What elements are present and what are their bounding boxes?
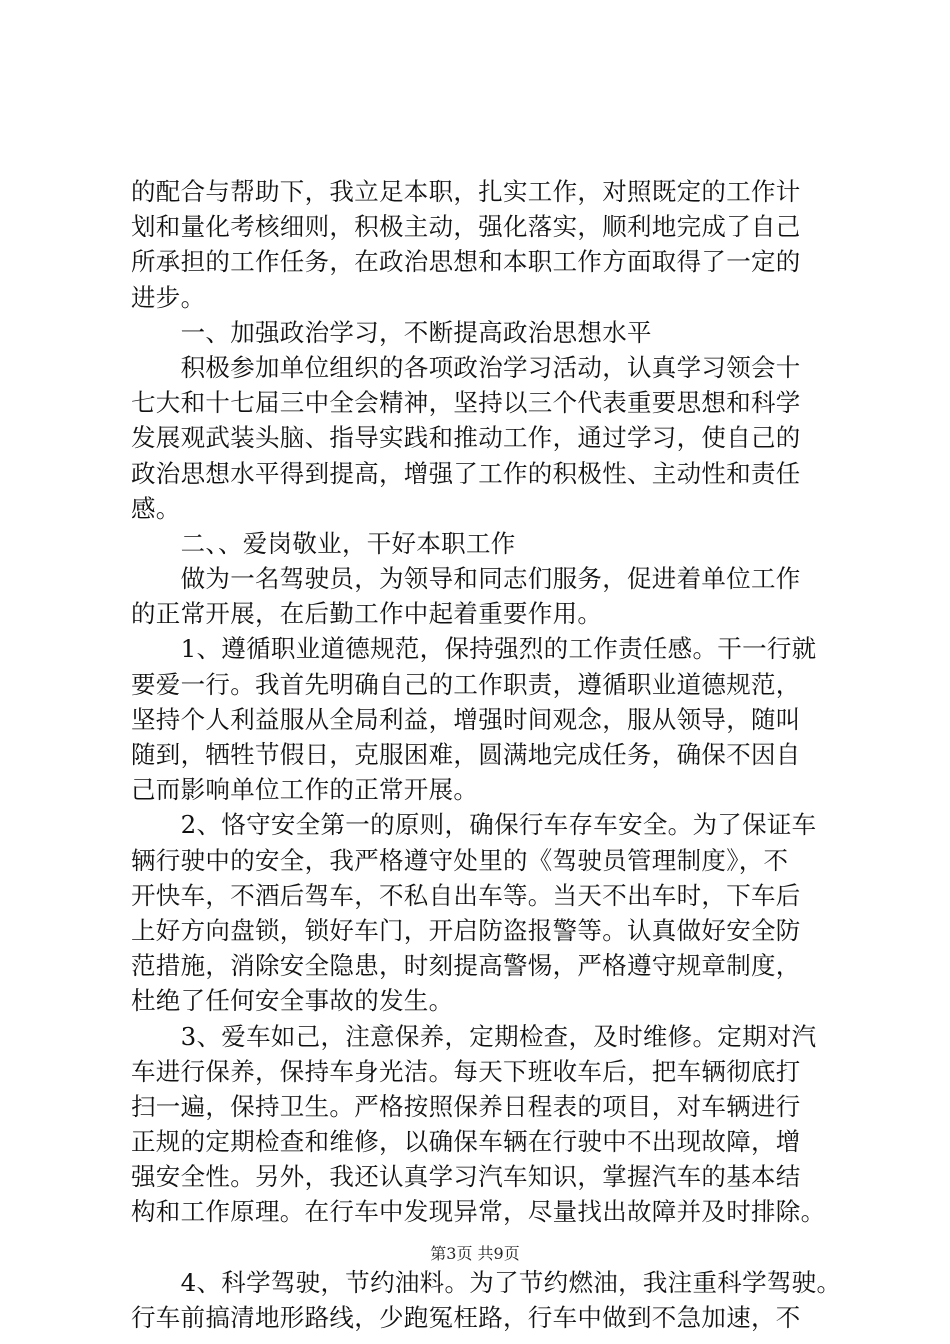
text-line: 4、科学驾驶，节约油料。为了节约燃油，我注重科学驾驶。 <box>131 1267 842 1297</box>
text-line: 开快车，不酒后驾车，不私自出车等。当天不出车时，下车后 <box>131 880 801 910</box>
text-line: 所承担的工作任务，在政治思想和本职工作方面取得了一定的 <box>131 247 801 277</box>
text-line: 杜绝了任何安全事故的发生。 <box>131 986 454 1016</box>
text-line: 要爱一行。我首先明确自己的工作职责，遵循职业道德规范， <box>131 669 801 699</box>
text-line: 2、恪守安全第一的原则，确保行车存车安全。为了保证车 <box>131 810 817 840</box>
text-line: 构和工作原理。在行车中发现异常，尽量找出故障并及时排除。 <box>131 1197 826 1227</box>
text-line: 辆行驶中的安全，我严格遵守处里的《驾驶员管理制度》，不 <box>131 845 789 875</box>
text-line: 积极参加单位组织的各项政治学习活动，认真学习领会十 <box>131 352 801 382</box>
text-line: 划和量化考核细则，积极主动，强化落实，顺利地完成了自己 <box>131 212 801 242</box>
text-line: 的配合与帮助下，我立足本职，扎实工作，对照既定的工作计 <box>131 177 801 206</box>
text-line: 3、爱车如己，注意保养，定期检查，及时维修。定期对汽 <box>131 1021 817 1051</box>
body-text <box>131 174 842 1335</box>
page-footer: 第3页 共9页 <box>430 1244 520 1263</box>
text-line: 坚持个人利益服从全局利益，增强时间观念，服从领导，随叫 <box>131 704 801 734</box>
text-line: 扫一遍，保持卫生。严格按照保养日程表的项目，对车辆进行 <box>131 1091 801 1121</box>
text-line: 随到，牺牲节假日，克服困难，圆满地完成任务，确保不因自 <box>131 740 801 769</box>
section-heading: 二、、爱岗敬业，干好本职工作 <box>131 528 516 558</box>
text-line: 七大和十七届三中全会精神，坚持以三个代表重要思想和科学 <box>131 388 801 418</box>
text-line: 强安全性。另外，我还认真学习汽车知识，掌握汽车的基本结 <box>131 1162 801 1192</box>
text-line: 行车前搞清地形路线，少跑冤枉路，行车中做到不急加速，不 <box>131 1303 801 1332</box>
text-line: 1、遵循职业道德规范，保持强烈的工作责任感。干一行就 <box>131 634 817 664</box>
text-line: 的正常开展，在后勤工作中起着重要作用。 <box>131 599 603 629</box>
text-line: 做为一名驾驶员，为领导和同志们服务，促进着单位工作 <box>131 564 801 594</box>
text-line: 感。 <box>131 493 181 523</box>
text-line: 发展观武装头脑、指导实践和推动工作，通过学习，使自己的 <box>131 423 801 453</box>
text-line: 政治思想水平得到提高，增强了工作的积极性、主动性和责任 <box>131 458 801 488</box>
text-line: 正规的定期检查和维修，以确保车辆在行驶中不出现故障，增 <box>131 1127 801 1157</box>
text-line: 己而影响单位工作的正常开展。 <box>131 775 479 805</box>
text-line: 车进行保养，保持车身光洁。每天下班收车后，把车辆彻底打 <box>131 1056 801 1086</box>
section-heading: 一、加强政治学习，不断提高政治思想水平 <box>131 317 652 347</box>
text-line: 进步。 <box>131 282 206 312</box>
text-line: 范措施，消除安全隐患，时刻提高警惕，严格遵守规章制度， <box>131 951 801 981</box>
text-line: 上好方向盘锁，锁好车门，开启防盗报警等。认真做好安全防 <box>131 915 801 945</box>
